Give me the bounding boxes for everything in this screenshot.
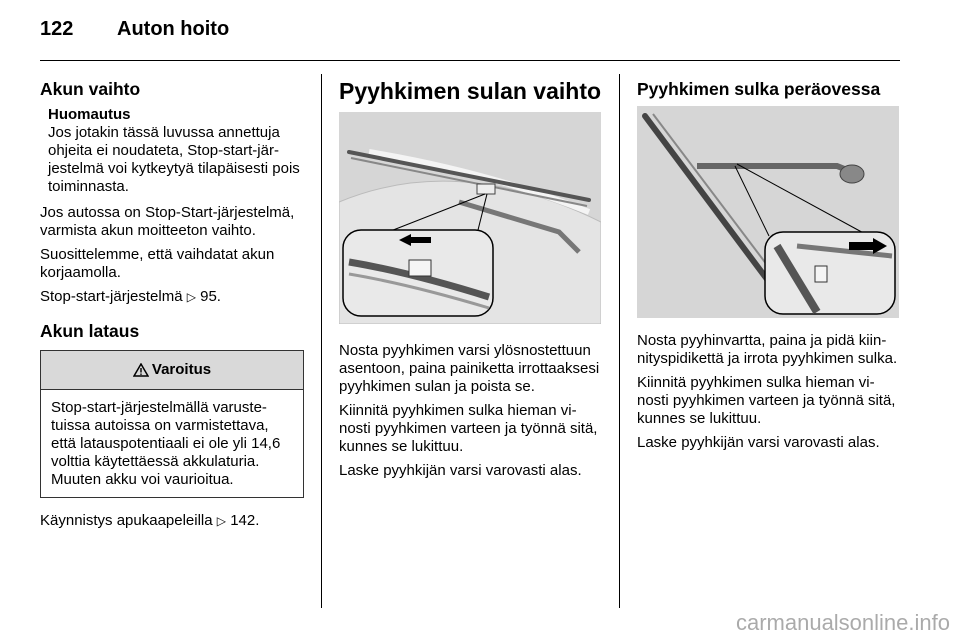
- chapter-title: Auton hoito: [117, 18, 230, 40]
- paragraph: Suosittelemme, että vaihdatat akun korjaamolla.: [40, 246, 275, 281]
- warning-header: [41, 351, 303, 390]
- warning-text: Stop-start-järjestelmällä varustetuissa autoissa on varmistettava, että latauspotentiaali ei ole yli 14,6 volttia käytettäessä akkulaturia. Muuten akku voi vaurioitua.: [51, 399, 281, 488]
- paragraph: Kiinnitä pyyhkimen sulka hieman vinosti pyyhkimen varteen ja työnnä sitä, kunnes se lukittuu.: [637, 374, 896, 427]
- warning-triangle-icon: [133, 363, 149, 377]
- right-column: [637, 78, 901, 458]
- paragraph-reference: [40, 512, 304, 530]
- watermark: carmanualsonline.info: [735, 610, 950, 635]
- header-rule: [40, 60, 900, 61]
- rear-wiper-illustration: [637, 106, 899, 318]
- column-divider-2: [619, 74, 620, 608]
- reference-text: Stop-start-järjestelmä: [40, 288, 183, 305]
- heading-battery-charging: Akun lataus: [40, 321, 140, 341]
- warning-box: [40, 350, 304, 498]
- paragraph: Laske pyyhkijän varsi varovasti alas.: [637, 434, 880, 451]
- paragraph: Nosta pyyhinvartta, paina ja pidä kiinnityspidikettä ja irrota pyyhkimen sulka.: [637, 332, 898, 367]
- heading-wiper-blade-replacement: Pyyhkimen sulan vaihto: [339, 78, 602, 104]
- note-title: Huomautus: [48, 106, 131, 123]
- middle-column: [339, 78, 603, 486]
- left-column: [40, 78, 304, 536]
- heading-rear-wiper-blade: Pyyhkimen sulka peräovessa: [637, 79, 881, 99]
- note-block: [48, 106, 304, 196]
- paragraph: Nosta pyyhkimen varsi ylösnostettuun asentoon, paina painiketta irrottaaksesi pyyhkimen sulan ja poista se.: [339, 342, 600, 395]
- warning-title: Varoitus: [151, 361, 212, 378]
- page-number: 122: [40, 18, 74, 40]
- column-divider-1: [321, 74, 322, 608]
- note-text: Jos jotakin tässä luvussa annettuja ohjeita ei noudateta, Stop-start-järjestelmä voi kytkeytyä tilapäisesti pois toiminnasta.: [48, 124, 300, 195]
- rear-wiper-diagram: [637, 106, 899, 318]
- reference-text: Käynnistys apukaapeleilla: [40, 512, 213, 529]
- wiper-diagram: [339, 112, 601, 324]
- paragraph: Jos autossa on Stop-Start-järjestelmä, varmista akun moitteeton vaihto.: [40, 204, 295, 239]
- reference-page[interactable]: 142.: [230, 512, 260, 529]
- reference-triangle-icon: ▷: [186, 290, 196, 304]
- reference-page[interactable]: 95.: [200, 288, 221, 305]
- paragraph-reference: [40, 288, 304, 306]
- paragraph: Laske pyyhkijän varsi varovasti alas.: [339, 462, 582, 479]
- reference-triangle-icon: ▷: [216, 514, 227, 528]
- windscreen-wiper-illustration: [339, 112, 601, 324]
- paragraph: Kiinnitä pyyhkimen sulka hieman vinosti pyyhkimen varteen ja työnnä sitä, kunnes se lukittuu.: [339, 402, 598, 455]
- heading-battery-replacement: Akun vaihto: [40, 79, 141, 99]
